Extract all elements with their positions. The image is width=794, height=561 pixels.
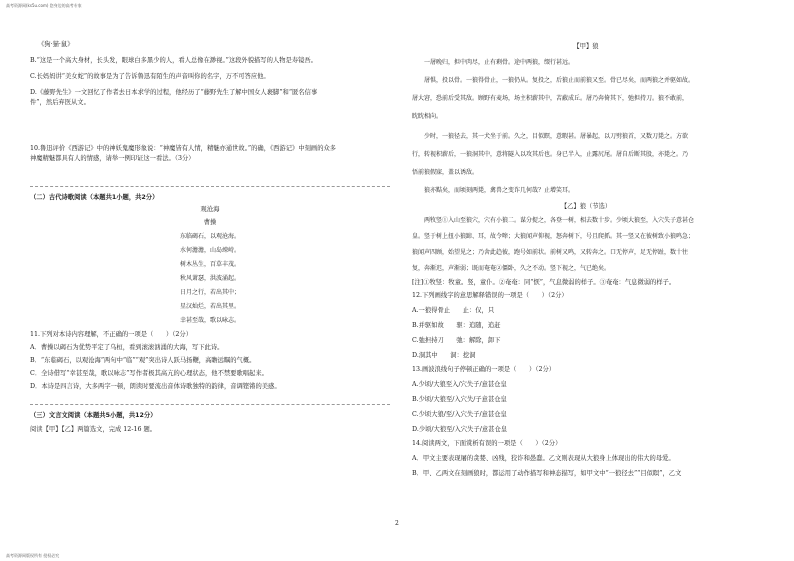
option-d-line1: D.《藤野先生》一文回忆了作者去日本求学的过程，他经历了“藤野先生了解中国女人裹脚”和“匿名信事 <box>30 89 318 96</box>
question-10-line1: 10.鲁迅评价《西游记》中的神妖鬼魔形象说：“神魔皆有人情，精魅亦通世故。”的确，《西游记》中刻画的众多 <box>30 145 337 152</box>
text-a-paragraph: 行，转视积薪后，一狼洞其中，意将隧入以攻其后也。身已半入，止露尻尾。屠自后断其股，亦毙之。乃 <box>412 151 689 158</box>
poem-line: 星汉灿烂，若出其里。 <box>180 303 241 310</box>
question-13: 13.画波浪线句子停顿正确的一项是（ ）（2分） <box>412 366 556 373</box>
text-a-paragraph: 一屠晚归，担中肉尽，止有剩骨。途中两狼，缀行甚远。 <box>424 59 575 66</box>
section-divider <box>30 404 390 405</box>
poem-author: 曹操 <box>203 219 217 226</box>
question-11-option-a: A．曹操以碣石为优势平定了乌桓，看到滚滚汹涌的大海，写下此诗。 <box>30 344 224 351</box>
poem-line: 幸甚至哉，歌以咏志。 <box>180 317 241 324</box>
text-a-paragraph: 悟前狼假寐，盖以诱敌。 <box>412 169 479 176</box>
question-12-option-a: A.一狼得骨止 止：仅，只 <box>412 307 495 314</box>
text-a-paragraph: 少时，一狼径去，其一犬坐于前。久之，目似瞑，意暇甚。屠暴起，以刀劈狼首，又数刀毙之。方欲 <box>424 133 689 140</box>
section-divider <box>30 186 390 187</box>
question-12: 12.下列画线字的意思解释错误的一项是（ ）（2分） <box>412 292 568 299</box>
question-12-option-c: C.弛担持刀 弛：解除，卸下 <box>412 337 501 344</box>
poem-line: 日月之行，若出其中； <box>180 289 241 296</box>
poem-line: 秋风萧瑟，洪波涌起。 <box>180 275 241 282</box>
poem-title: 观沧海 <box>200 206 220 213</box>
question-14-option-a: A．甲文主要表现屠的贪婪、凶残，狡诈和愚蠢。乙文则表现从大狼身上体现出的伟大的母爱。 <box>412 455 675 462</box>
question-11-option-d: D．本诗是四言诗，大多两字一顿，朗读时要流出音体诗歌独特的韵律，音调铿锵的美感。 <box>30 383 281 390</box>
text-a-paragraph: 屠大窘，恐前后受其敌。顾野有麦场，场主积薪其中，苫蔽成丘。屠乃奔倚其下，弛担持刀。狼不敢前， <box>412 95 689 102</box>
question-14-option-b: B．甲、乙两文在刻画狼时，都运用了动作描写和神态描写，如甲文中“一狼径去”“目似瞑”，乙文 <box>412 470 682 477</box>
option-b: B.“这是一个高大身材，长头发，眼球白多黑少的人，看人总像在渺视。”这段外貌描写的人物是寿镜吾。 <box>30 57 317 64</box>
question-13-option-b: B.少顷/大狼至/入穴失/子意甚仓皇 <box>412 396 507 403</box>
section-3-heading: （三）文言文阅读（本题共5小题，共12分） <box>30 412 157 419</box>
left-column <box>30 40 390 435</box>
page-header-note: 高考资源网(ks5u.com) 您身边的高考专家 <box>6 3 82 8</box>
text-a-title: 【甲】狼 <box>573 43 599 50</box>
text-a-paragraph: 狼亦黠矣，而顷刻两毙，禽兽之变诈几何哉？止增笑耳。 <box>424 187 575 194</box>
section-2-heading: （二）古代诗歌阅读（本题共1小题，共2分） <box>30 194 159 201</box>
annotations: [注]①牧竖：牧童。竖，童仆。②奄奄：同“恹”，气息微弱的样子。③奄奄：气息微弱的样子。 <box>412 279 676 286</box>
page-footer-note: 高考资源网版权所有 侵权必究 <box>6 553 60 558</box>
poem-line: 水何澹澹，山岛竦峙。 <box>180 247 241 254</box>
text-a-paragraph: 眈眈相向。 <box>412 113 443 120</box>
question-12-option-b: B.并驱如故 驱：追随，追赶 <box>412 322 501 329</box>
poem-line: 东临碣石，以观沧海。 <box>180 233 241 240</box>
reference-title: 《狗·猫·鼠》 <box>38 41 74 48</box>
question-11-option-c: C．全诗借写“幸甚至哉，歌以咏志”写作者极其高亢的心理状态，他不禁要歌唱起来。 <box>30 370 268 377</box>
text-a-paragraph: 屠惧，投以骨。一狼得骨止，一狼仍从。复投之，后狼止而前狼又至。骨已尽矣，而两狼之并驱如故。 <box>424 77 695 84</box>
question-13-option-c: C.少顷大狼/至/入穴失子/意甚仓皇 <box>412 411 507 418</box>
question-11-option-b: B．“东临碣石，以观沧海”两句中“临”“观”突出诗人跃马扬鞭，高瞻远瞩的气概。 <box>30 357 256 364</box>
question-13-option-d: D.少顷/大狼至/入穴失子/意甚仓皇 <box>412 426 508 433</box>
question-10-line2: 神魔精魅都具有人的情感，请举一例印证这一看法。（3分） <box>30 155 195 162</box>
question-12-option-d: D.洞其中 洞：挖洞 <box>412 352 476 359</box>
text-b-paragraph: 皇。竖于树上扭小狼蹄、耳，故令嗥；大狼闻声仰视，怒奔树下，号且爬抓。其一竖又在彼树致小狼鸣急； <box>412 233 695 240</box>
right-column <box>412 40 760 479</box>
poem-line: 树木丛生，百草丰茂。 <box>180 261 241 268</box>
option-c: C.长妈妈讲“美女蛇”的故事是为了告诉鲁迅有陌生的声音叫你的名字，万不可答应他。 <box>30 73 270 80</box>
section-3-intro: 阅读【甲】【乙】两篇选文，完成 12-16 题。 <box>30 426 157 433</box>
text-b-title: 【乙】狼（节选） <box>560 203 612 210</box>
question-11: 11.下列对本诗内容理解，不正确的一项是（ ）（2分） <box>30 331 192 338</box>
option-d-line2: 件”，然后弃医从文。 <box>30 99 90 106</box>
text-b-paragraph: 狼闻声四顾，始望见之；乃舍此趋彼，跑号如前状。前树又鸣，又转奔之。口无停声，足无停趾，数十往 <box>412 249 689 256</box>
question-14: 14.阅读两文，下面赏析有误的一项是（ ）（2分） <box>412 440 562 447</box>
text-b-paragraph: 复，奔渐迟，声渐弱；既而奄奄②僵卧，久之不动。竖下视之，气已绝矣。 <box>412 265 611 272</box>
text-b-paragraph: 两牧竖①入山至狼穴，穴有小狼二。谋分捉之，各登一树，相去数十步。少顷大狼至，入穴失子意甚仓 <box>424 217 695 224</box>
question-13-option-a: A.少顷/大狼至入/穴失子/意甚仓皇 <box>412 381 507 388</box>
poem-body <box>180 230 390 328</box>
page-number: 2 <box>395 520 399 527</box>
